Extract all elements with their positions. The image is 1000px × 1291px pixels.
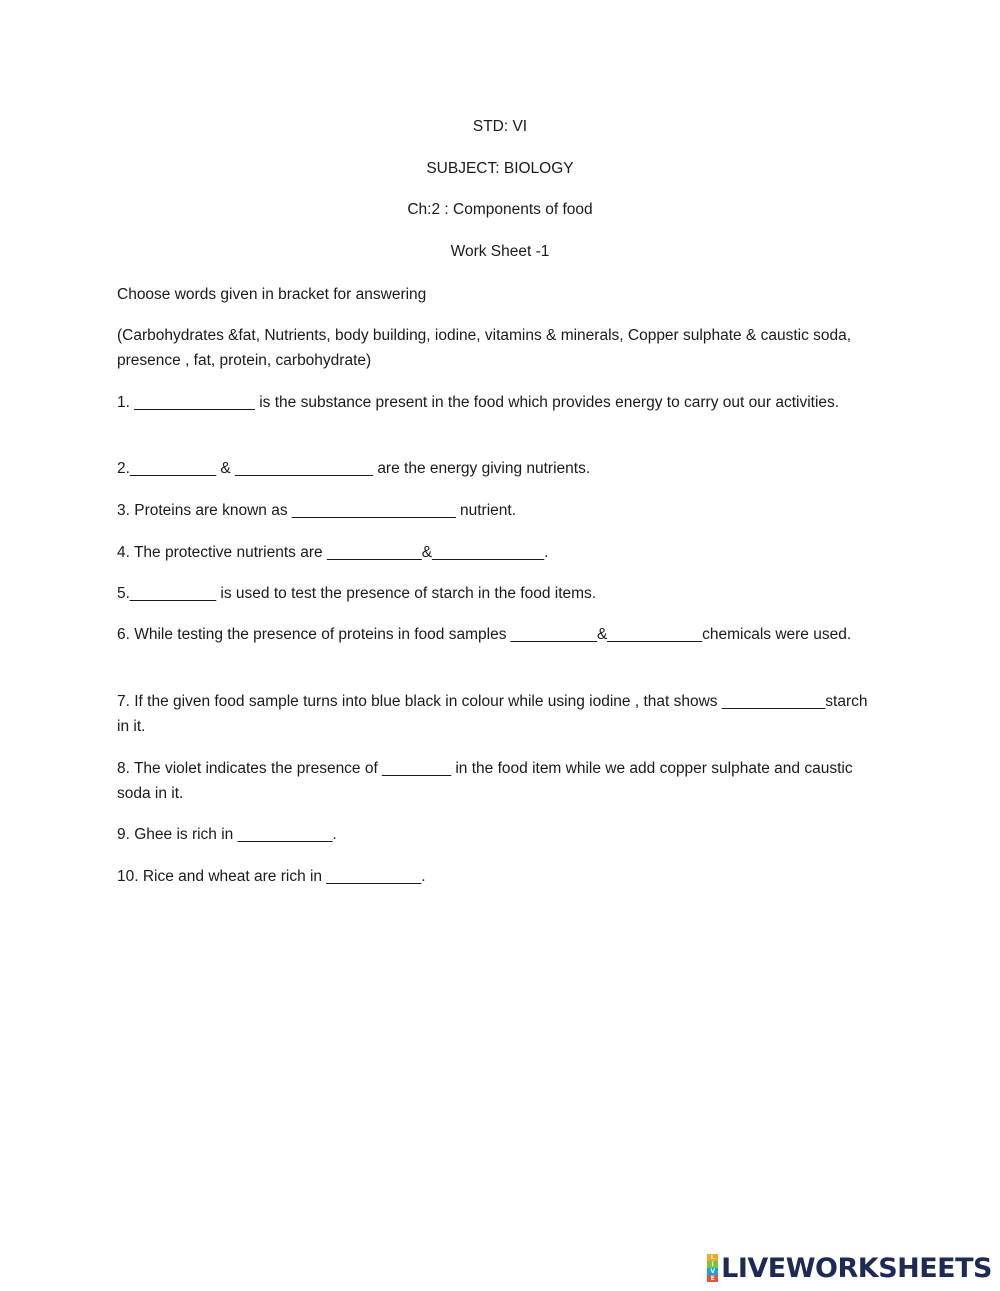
subject-label: SUBJECT: BIOLOGY [426, 160, 574, 177]
logo-block-v: V [707, 1268, 718, 1275]
logo-block-e: E [707, 1275, 718, 1282]
question-6: 6. While testing the presence of proteins in food samples __________&___________chemicals were used. [117, 626, 852, 643]
word-bank: (Carbohydrates &fat, Nutrients, body building, iodine, vitamins & minerals, Copper sulphate & caustic soda, presence , fat, protein, carbohydrate) [117, 327, 852, 369]
logo-text: LIVEWORKSHEETS [721, 1252, 992, 1284]
question-5: 5.__________ is used to test the presence of starch in the food items. [117, 585, 597, 602]
logo-block-l: L [707, 1254, 718, 1261]
question-9: 9. Ghee is rich in ___________. [117, 826, 337, 843]
question-10: 10. Rice and wheat are rich in ___________. [117, 868, 426, 885]
question-3: 3. Proteins are known as ___________________ nutrient. [117, 502, 516, 519]
worksheet-title: Work Sheet -1 [450, 243, 550, 260]
question-2: 2.__________ & ________________ are the energy giving nutrients. [117, 460, 591, 477]
liveworksheets-logo [707, 1253, 992, 1283]
question-1: 1. ______________ is the substance present in the food which provides energy to carry out our activities. [117, 394, 840, 411]
std-label: STD: VI [472, 118, 528, 135]
chapter-title: Ch:2 : Components of food [407, 201, 593, 218]
question-4: 4. The protective nutrients are ___________&_____________. [117, 544, 549, 561]
instructions-text: Choose words given in bracket for answering [117, 286, 427, 303]
logo-block-i: I [707, 1261, 718, 1268]
logo-blocks-icon [707, 1254, 718, 1282]
question-8: 8. The violet indicates the presence of ________ in the food item while we add copper sulphate and caustic soda in it. [117, 760, 853, 802]
question-7: 7. If the given food sample turns into blue black in colour while using iodine , that shows ____________starch in it. [117, 693, 868, 735]
